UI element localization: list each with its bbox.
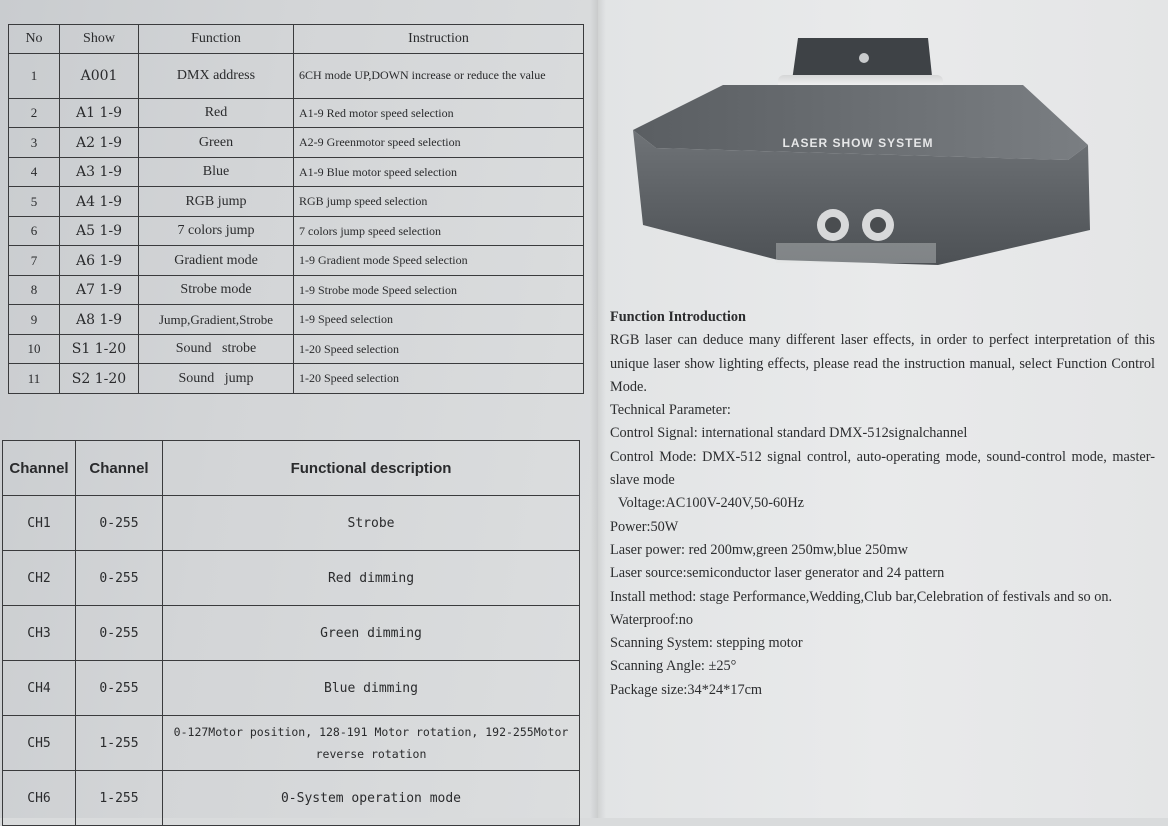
cell-instruction: A2-9 Greenmotor speed selection — [294, 128, 584, 158]
cell-range: 0-255 — [76, 496, 163, 551]
lens-icon — [862, 209, 894, 241]
cell-no: 7 — [9, 246, 60, 276]
cell-range: 1-255 — [76, 716, 163, 771]
table-row — [3, 551, 580, 606]
bracket-hole — [859, 53, 869, 63]
cell-show: A4 1-9 — [60, 187, 139, 217]
cell-description: 0-System operation mode — [163, 771, 580, 826]
cell-show: A3 1-9 — [60, 157, 139, 187]
cell-range: 0-255 — [76, 661, 163, 716]
param-voltage: Voltage:AC100V-240V,50-60Hz — [618, 495, 804, 512]
cell-instruction: 1-20 Speed selection — [294, 364, 584, 394]
dmx-channel-table — [2, 440, 580, 826]
cell-no: 4 — [9, 157, 60, 187]
cell-show: A2 1-9 — [60, 128, 139, 158]
cell-function: 7 colors jump — [139, 216, 294, 246]
page-fold — [590, 0, 606, 818]
header-instruction: Instruction — [294, 25, 584, 54]
param-control-mode: Control Mode: DMX-512 signal control, auto-operating mode, sound-control mode, master-slave mode — [610, 448, 1155, 489]
table-row — [9, 157, 584, 187]
cell-channel: CH5 — [3, 716, 76, 771]
param-package-size: Package size:34*24*17cm — [610, 681, 763, 698]
table-row — [9, 246, 584, 276]
cell-instruction: 1-9 Speed selection — [294, 305, 584, 335]
table-row — [9, 187, 584, 217]
function-introduction — [610, 306, 1155, 702]
table-row — [3, 716, 580, 771]
cell-channel: CH3 — [3, 606, 76, 661]
table-row — [9, 305, 584, 335]
cell-no: 1 — [9, 54, 60, 99]
table-row — [9, 334, 584, 364]
cell-range: 1-255 — [76, 771, 163, 826]
table-row — [9, 98, 584, 128]
header-no: No — [9, 25, 60, 54]
cell-function: Gradient mode — [139, 246, 294, 276]
intro-title: Function Introduction — [610, 309, 746, 325]
cell-range: 0-255 — [76, 551, 163, 606]
table-row — [9, 275, 584, 305]
cell-function: Jump,Gradient,Strobe — [139, 305, 294, 335]
header-function: Function — [139, 25, 294, 54]
cell-instruction: 1-9 Gradient mode Speed selection — [294, 246, 584, 276]
cell-channel: CH2 — [3, 551, 76, 606]
cell-show: A5 1-9 — [60, 216, 139, 246]
cell-no: 3 — [9, 128, 60, 158]
header-channel-range: Channel — [76, 441, 163, 496]
cell-instruction: A1-9 Blue motor speed selection — [294, 157, 584, 187]
intro-paragraph: RGB laser can deduce many different laser effects, in order to perfect interpretation of this unique laser show lighting effects, please read the instruction manual, select Function Control Mode. — [610, 332, 1155, 395]
cell-show: A7 1-9 — [60, 275, 139, 305]
param-waterproof: Waterproof:no — [610, 611, 694, 628]
table-row — [9, 216, 584, 246]
cell-show: A1 1-9 — [60, 98, 139, 128]
cell-description: Strobe — [163, 496, 580, 551]
param-install-method: Install method: stage Performance,Wedding,Club bar,Celebration of festivals and so on. — [610, 588, 1113, 605]
header-show: Show — [60, 25, 139, 54]
cell-description: 0-127Motor position, 128-191 Motor rotation, 192-255Motor reverse rotation — [163, 716, 580, 771]
table-header-row — [9, 25, 584, 54]
rating-plate — [776, 243, 936, 263]
cell-instruction: 1-9 Strobe mode Speed selection — [294, 275, 584, 305]
cell-function: Green — [139, 128, 294, 158]
table-row — [3, 771, 580, 826]
cell-function: Sound jump — [139, 364, 294, 394]
table-row — [9, 128, 584, 158]
param-control-signal: Control Signal: international standard DMX-512signalchannel — [610, 425, 968, 442]
cell-description: Green dimming — [163, 606, 580, 661]
cell-show: A001 — [60, 54, 139, 99]
cell-instruction: 6CH mode UP,DOWN increase or reduce the value — [294, 54, 584, 99]
table-row — [3, 606, 580, 661]
cell-description: Red dimming — [163, 551, 580, 606]
cell-instruction: A1-9 Red motor speed selection — [294, 98, 584, 128]
param-power: Power:50W — [610, 518, 679, 535]
lens-icon — [817, 209, 849, 241]
laser-device-photo — [628, 30, 1098, 275]
cell-function: RGB jump — [139, 187, 294, 217]
cell-channel: CH6 — [3, 771, 76, 826]
param-laser-power: Laser power: red 200mw,green 250mw,blue 250mw — [610, 541, 908, 558]
header-functional-description: Functional description — [163, 441, 580, 496]
cell-function: Sound strobe — [139, 334, 294, 364]
header-channel: Channel — [3, 441, 76, 496]
param-laser-source: Laser source:semiconductor laser generator and 24 pattern — [610, 565, 945, 582]
cell-instruction: 7 colors jump speed selection — [294, 216, 584, 246]
cell-show: A8 1-9 — [60, 305, 139, 335]
technical-heading: Technical Parameter: — [610, 402, 731, 419]
device-label: LASER SHOW SYSTEM — [782, 136, 934, 150]
cell-channel: CH1 — [3, 496, 76, 551]
cell-function: DMX address — [139, 54, 294, 99]
cell-function: Red — [139, 98, 294, 128]
cell-instruction: 1-20 Speed selection — [294, 334, 584, 364]
cell-no: 11 — [9, 364, 60, 394]
cell-range: 0-255 — [76, 606, 163, 661]
cell-no: 10 — [9, 334, 60, 364]
cell-show: S1 1-20 — [60, 334, 139, 364]
table-row — [3, 661, 580, 716]
cell-show: A6 1-9 — [60, 246, 139, 276]
param-scanning-angle: Scanning Angle: ±25° — [610, 658, 737, 675]
table-row — [9, 54, 584, 99]
cell-description: Blue dimming — [163, 661, 580, 716]
cell-no: 2 — [9, 98, 60, 128]
show-function-table — [8, 24, 584, 394]
cell-channel: CH4 — [3, 661, 76, 716]
cell-show: S2 1-20 — [60, 364, 139, 394]
cell-function: Blue — [139, 157, 294, 187]
table-row — [3, 496, 580, 551]
cell-no: 9 — [9, 305, 60, 335]
table-row — [9, 364, 584, 394]
param-scanning-system: Scanning System: stepping motor — [610, 635, 803, 652]
cell-instruction: RGB jump speed selection — [294, 187, 584, 217]
cell-no: 8 — [9, 275, 60, 305]
table-header-row — [3, 441, 580, 496]
cell-no: 6 — [9, 216, 60, 246]
cell-function: Strobe mode — [139, 275, 294, 305]
cell-no: 5 — [9, 187, 60, 217]
